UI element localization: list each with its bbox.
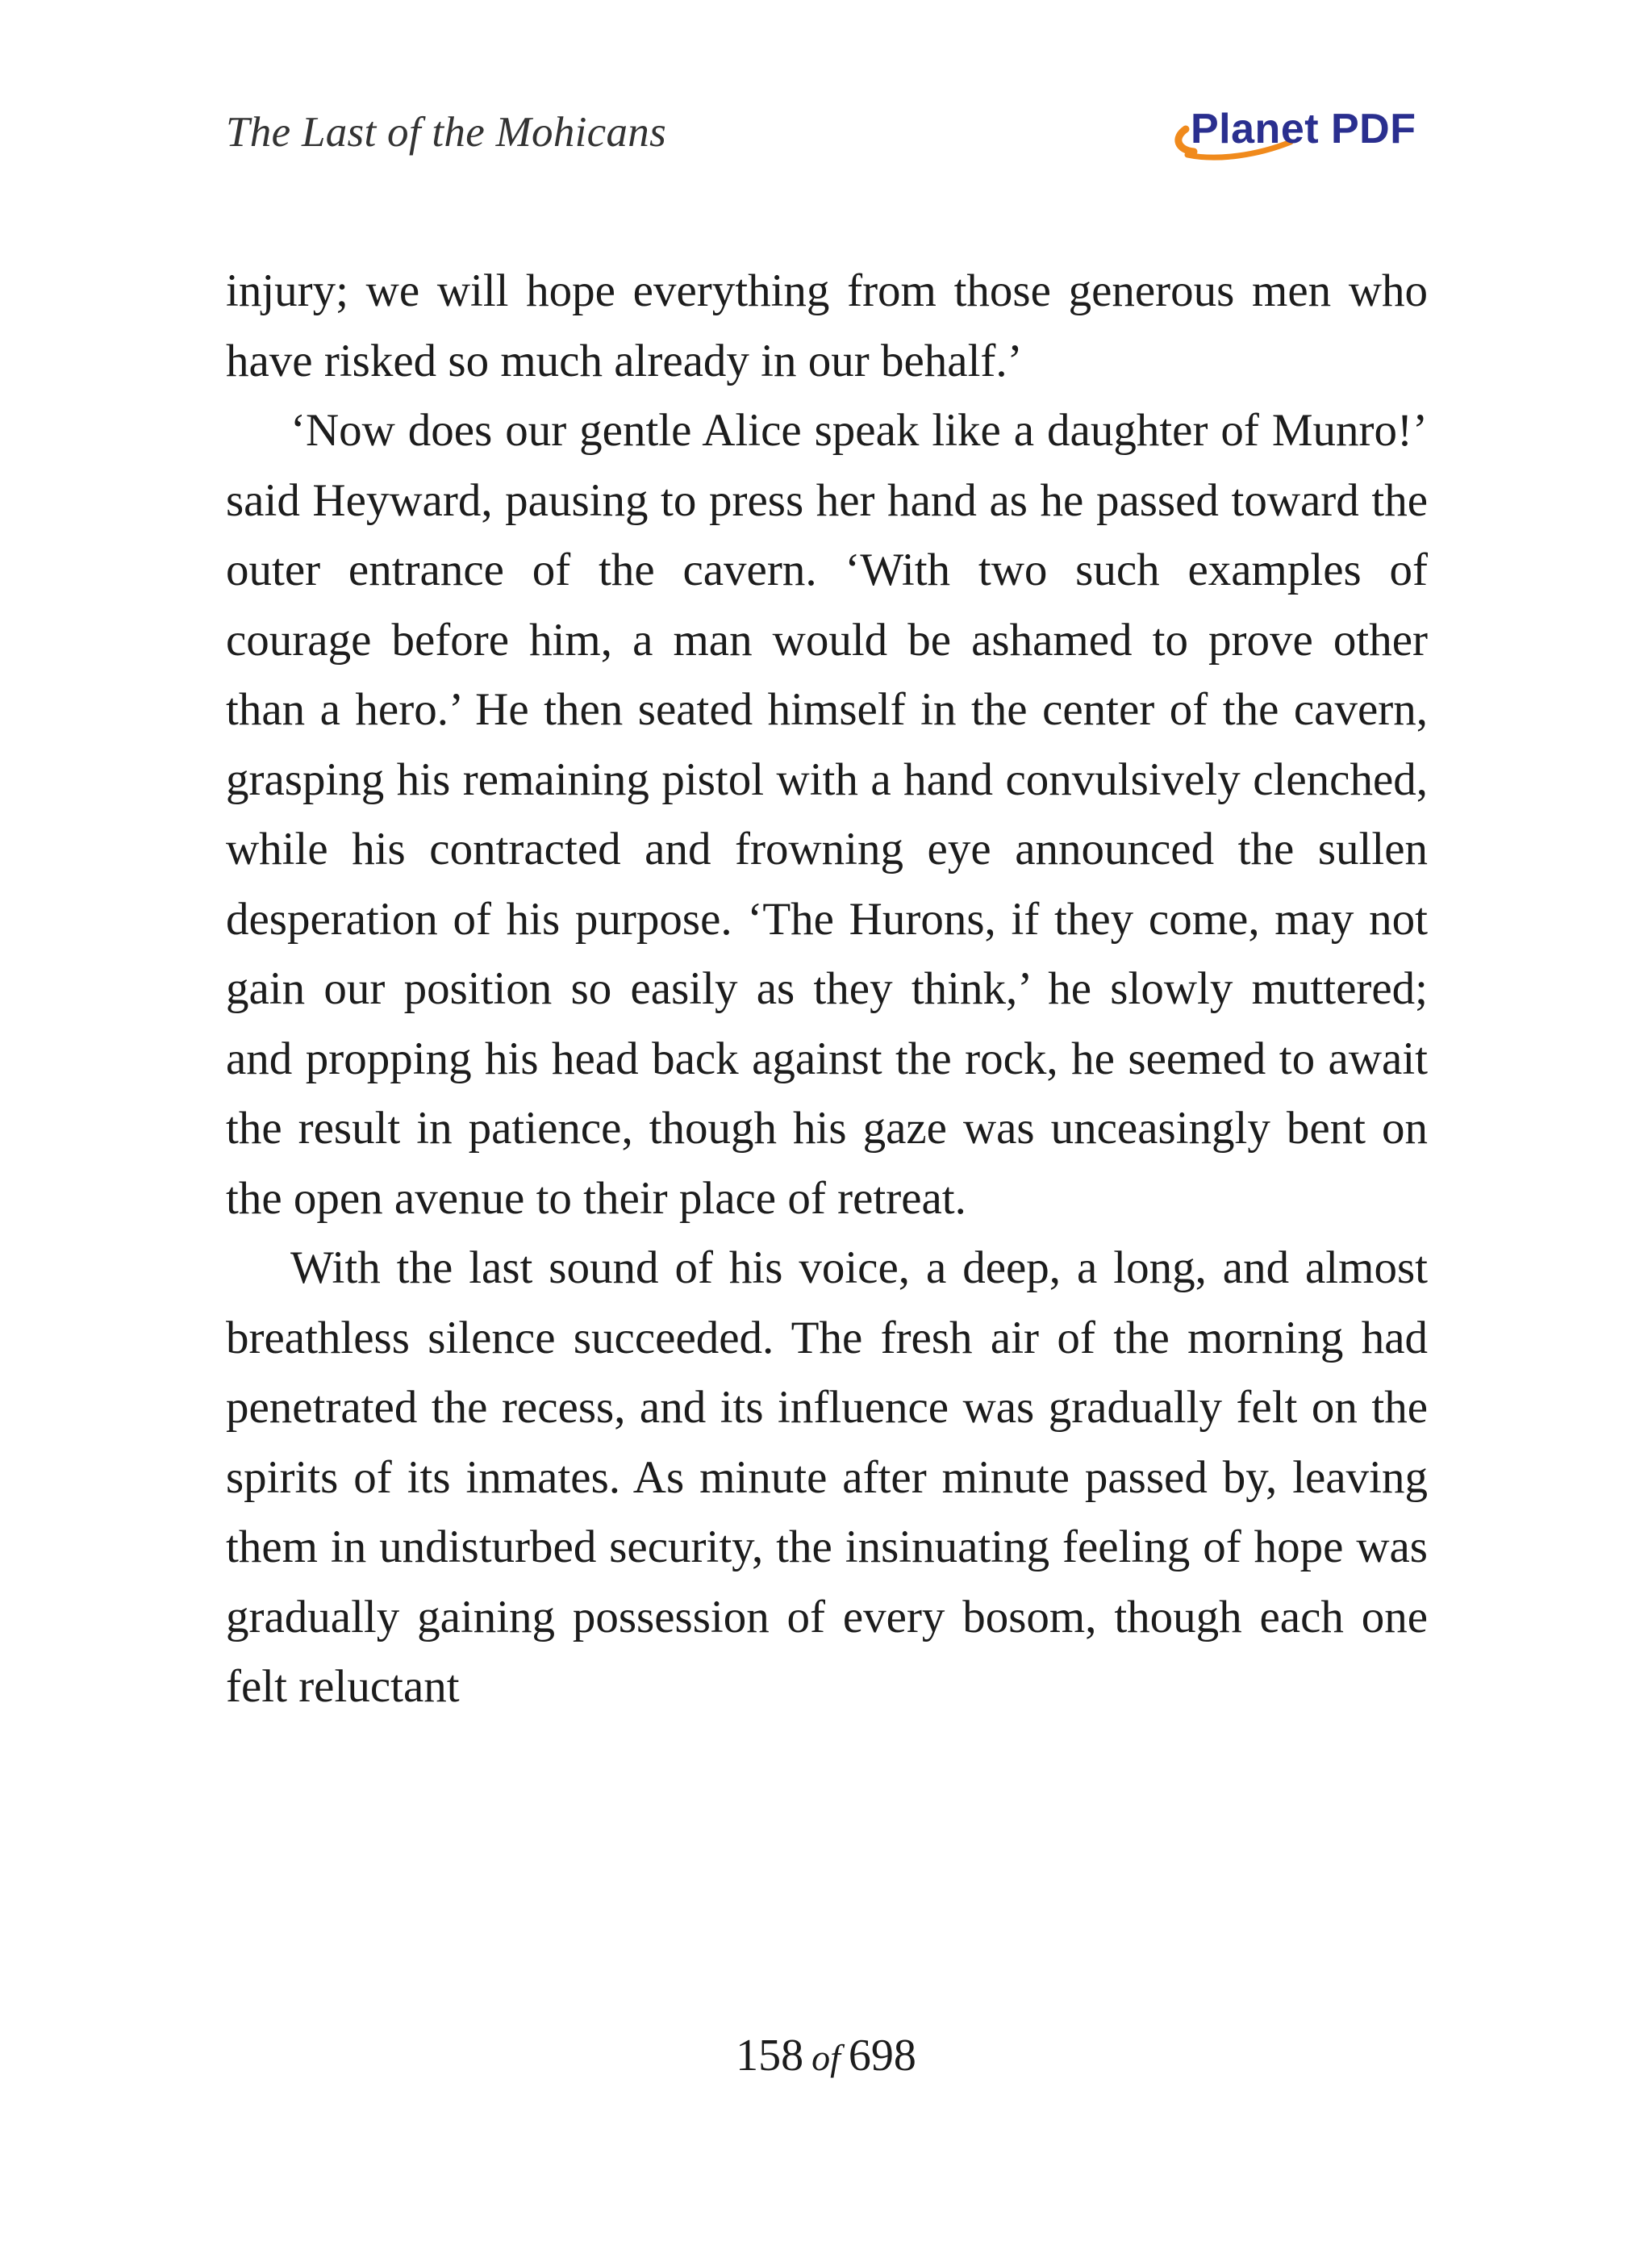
- planet-pdf-logo: [1170, 102, 1428, 166]
- paragraph: With the last sound of his voice, a deep, a long, and almost breathless silence succeeded. The fresh air of the morning had penetrated the recess, and its influence was gradually felt on the spirits of its inmates. As minute after minute passed by, leaving them in undisturbed security, the insinuating feeling of hope was gradually gaining possession of every bosom, though each one felt reluctant: [226, 1242, 1428, 1712]
- paragraph: injury; we will hope everything from those generous men who have risked so much already in our behalf.’: [226, 265, 1428, 386]
- current-page-number: 158: [736, 2031, 804, 2081]
- logo-text: Planet PDF: [1191, 106, 1416, 152]
- paragraph: ‘Now does our gentle Alice speak like a daughter of Munro!’ said Heyward, pausing to press her hand as he passed toward the outer entrance of the cavern. ‘With two such examples of courage before him, a man would be ashamed to prove other than a hero.’ He then seated himself in the center of the cavern, grasping his remaining pistol with a hand convulsively clenched, while his contracted and frowning eye announced the sullen desperation of his purpose. ‘The Hurons, if they come, may not gain our position so easily as they think,’ he slowly muttered; and propping his head back against the rock, he seemed to await the result in patience, though his gaze was unceasingly bent on the open avenue to their place of retreat.: [226, 405, 1428, 1224]
- page-number: [0, 2030, 1652, 2081]
- page-body: [226, 257, 1428, 1722]
- total-pages-number: 698: [848, 2031, 916, 2081]
- running-head-title: The Last of the Mohicans: [226, 109, 667, 156]
- page-of-label: of: [811, 2037, 841, 2078]
